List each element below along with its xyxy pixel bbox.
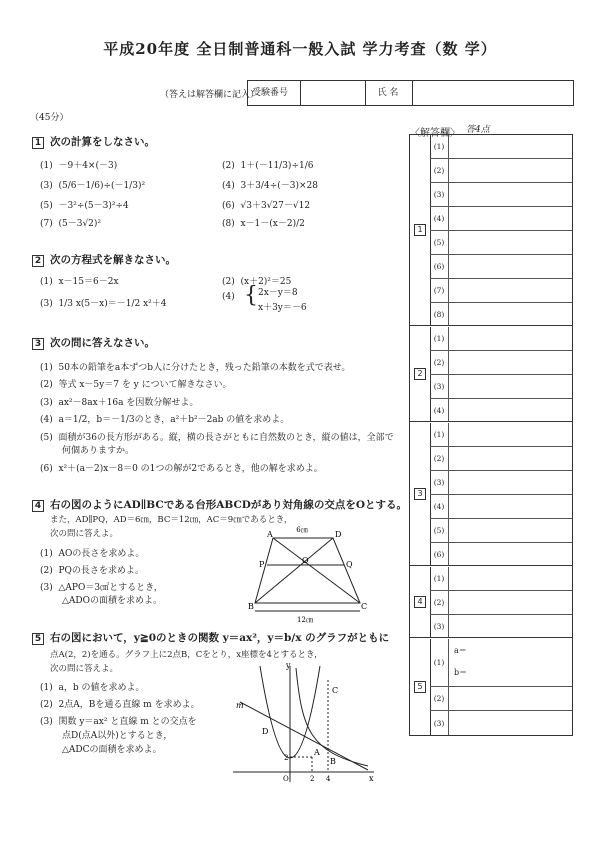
label-y-2: 2 <box>284 754 289 762</box>
time-limit: （45分） <box>30 113 69 123</box>
answer-label-3-2: (2) <box>430 447 449 470</box>
answer-label-3-5: (5) <box>430 519 449 542</box>
exam-number-field[interactable] <box>300 81 366 105</box>
q2-no-2: (2) <box>222 277 235 287</box>
q4-no-2: (2) <box>40 566 53 576</box>
answer-header: 〈解答欄〉 <box>410 128 460 139</box>
q3-heading <box>32 335 155 350</box>
q1-item-8 <box>222 216 305 229</box>
q3-heading-text: 次の問に答えなさい。 <box>50 337 155 349</box>
answer-row-4-1[interactable] <box>430 567 572 591</box>
label-c: C <box>361 602 368 611</box>
q5-no-2: (2) <box>40 700 53 710</box>
q1-no-4: (4) <box>222 181 235 191</box>
q5-item-1 <box>40 680 144 693</box>
q1-text-2: 1＋(－11/3)÷1/6 <box>240 161 314 171</box>
q5-heading <box>32 630 389 645</box>
q3-item-1 <box>40 360 350 373</box>
q4-item-3 <box>40 580 163 593</box>
exam-number-label: 受験番号 <box>252 88 289 98</box>
answer-label-1-8: (8) <box>430 303 449 325</box>
label-c: C <box>332 686 339 695</box>
answer-row-2-3[interactable] <box>430 375 572 399</box>
q3-no-1: (1) <box>40 363 53 373</box>
answer-row-3-4[interactable] <box>430 495 572 519</box>
answer-label-3-6: (6) <box>430 543 449 565</box>
label-b: B <box>330 757 336 766</box>
answer-row-1-1[interactable] <box>430 135 572 159</box>
q1-no-1: (1) <box>40 161 53 171</box>
q5-item-3-cont-2: △ADCの面積を求めよ。 <box>62 745 162 755</box>
answer-row-3-1[interactable] <box>430 423 572 447</box>
q4-line-2: また，AD∥PQ，AD＝6㎝，BC＝12㎝，AC＝9㎝であるとき， <box>50 515 293 525</box>
q3-text-5: 面積が36の長方形がある。縦，横の長さがともに自然数のとき，縦の値は，全部で <box>58 433 394 443</box>
answer-section-5-number: 5 <box>414 681 426 693</box>
q2-text-3: 1/3 x(5－x)＝－1/2 x²＋4 <box>58 299 167 309</box>
answer-row-1-6[interactable] <box>430 255 572 279</box>
answer-label-4-3: (3) <box>430 615 449 637</box>
q1-no-2: (2) <box>222 161 235 171</box>
q1-no-3: (3) <box>40 181 53 191</box>
q2-text-2: (x＋2)²＝25 <box>240 277 292 287</box>
q3-text-1: 50本の鉛筆をa本ずつb人に分けたとき，残った鉛筆の本数を式で表せ。 <box>58 363 351 373</box>
answer-section-1 <box>410 135 431 326</box>
answer-label-2-4: (4) <box>430 399 449 421</box>
label-bottom-length: 12㎝ <box>297 616 313 624</box>
q1-text-7: (5－3√2)² <box>58 219 102 229</box>
q4-heading-text: 右の図のようにAD∥BCである台形ABCDがあり対角線の交点をOとする。 <box>50 499 408 511</box>
q3-item-5 <box>40 430 394 443</box>
answer-section-1-number: 1 <box>414 224 426 236</box>
q1-text-5: －3²÷(5－3)²÷4 <box>58 201 129 211</box>
q5-line-3: 次の問に答えよ。 <box>50 664 119 674</box>
q5-text-1: a，b の値を求めよ。 <box>58 683 145 693</box>
q1-text-1: －9＋4×(－3) <box>58 161 118 171</box>
answer-section-4-number: 4 <box>414 596 426 608</box>
q2-heading-text: 次の方程式を解きなさい。 <box>50 254 176 266</box>
answer-row-5-2[interactable] <box>430 687 572 711</box>
q1-item-5 <box>40 198 129 211</box>
q3-number: 3 <box>32 338 44 350</box>
answer-label-1-6: (6) <box>430 255 449 278</box>
answer-label-2-3: (3) <box>430 375 449 398</box>
label-o: O <box>302 556 309 565</box>
answer-row-4-2[interactable] <box>430 591 572 615</box>
q5-heading-text: 右の図において，y≧0のときの関数 y＝ax²，y＝b/x のグラフがともに <box>50 632 390 644</box>
answer-row-1-4[interactable] <box>430 207 572 231</box>
answer-label-3-3: (3) <box>430 471 449 494</box>
answer-label-1-4: (4) <box>430 207 449 230</box>
q1-item-2 <box>222 158 313 171</box>
q4-no-3: (3) <box>40 583 53 593</box>
answer-row-2-4[interactable] <box>430 399 572 422</box>
answer-label-1-3: (3) <box>430 183 449 206</box>
answer-row-5-3[interactable] <box>430 711 572 735</box>
label-x-2: 2 <box>310 775 315 783</box>
function-graph-figure <box>228 660 378 785</box>
q2-number: 2 <box>32 255 44 267</box>
label-top-length: 6㎝ <box>296 526 308 534</box>
q1-no-7: (7) <box>40 219 53 229</box>
trapezoid-outline <box>255 538 360 603</box>
label-x-axis: x <box>369 774 374 783</box>
answer-row-3-2[interactable] <box>430 447 572 471</box>
q3-no-5: (5) <box>40 433 53 443</box>
answer-label-2-2: (2) <box>430 351 449 374</box>
q2-item-1 <box>40 274 119 287</box>
answer-row-4-3[interactable] <box>430 615 572 638</box>
q4-text-2: PQの長さを求めよ。 <box>58 566 144 576</box>
q1-text-3: (5/6－1/6)÷(－1/3)² <box>58 181 146 191</box>
q3-item-4 <box>40 412 289 425</box>
q1-text-6: √3＋3√27－√12 <box>240 201 311 211</box>
q3-item-2 <box>40 377 231 390</box>
q4-item-1 <box>40 546 144 559</box>
q5-text-3: 関数 y＝ax² と直線 m との交点を <box>58 717 197 727</box>
q2-text-1: x－15＝6－2x <box>58 277 119 287</box>
q2-item-4 <box>222 292 235 302</box>
q2-system-eq-1: 2x－y＝8 <box>258 288 298 298</box>
answer-section-2 <box>410 327 431 422</box>
q3-item-5-cont: 何個ありますか。 <box>62 446 135 456</box>
q4-line-3: 次の問に答えよ。 <box>50 529 119 539</box>
answer-instruction: （答えは解答欄に記入） <box>160 90 260 100</box>
answer-label-4-1: (1) <box>430 567 449 590</box>
q1-no-6: (6) <box>222 201 235 211</box>
label-d: D <box>335 530 342 539</box>
q1-text-8: x－1－(x－2)/2 <box>240 219 305 229</box>
answer-row-1-3[interactable] <box>430 183 572 207</box>
answer-row-3-3[interactable] <box>430 471 572 495</box>
q4-text-3: △APO＝3㎠とするとき， <box>58 583 163 593</box>
q4-item-3-cont: △ADOの面積を求めよ。 <box>62 596 163 606</box>
q5-text-2: 2点A，Bを通る直線 m を求めよ。 <box>58 700 200 710</box>
answer-label-3-1: (1) <box>430 423 449 446</box>
name-field[interactable] <box>412 81 573 105</box>
q3-no-6: (6) <box>40 464 53 474</box>
answer-section-3-number: 3 <box>414 488 426 500</box>
q3-no-2: (2) <box>40 380 53 390</box>
q1-heading <box>32 134 155 149</box>
answer-row-3-5[interactable] <box>430 519 572 543</box>
q2-system-eq-2: x＋3y＝－6 <box>258 303 307 313</box>
q2-no-4: (4) <box>222 292 235 302</box>
answer-label-5-2: (2) <box>430 687 449 710</box>
q5-item-3 <box>40 714 197 727</box>
q1-item-4 <box>222 178 318 191</box>
label-y-axis: y <box>286 661 291 670</box>
q2-system-brace: { <box>244 283 258 308</box>
answer-label-5-3: (3) <box>430 711 449 735</box>
answer-row-1-2[interactable] <box>430 159 572 183</box>
diagonal-bd <box>255 538 333 603</box>
answer-label-2-1: (1) <box>430 327 449 350</box>
answer-row-1-5[interactable] <box>430 231 572 255</box>
q4-item-2 <box>40 563 144 576</box>
q4-no-1: (1) <box>40 549 53 559</box>
q3-item-6 <box>40 461 323 474</box>
answer-label-1-1: (1) <box>430 135 449 158</box>
answer-label-4-2: (2) <box>430 591 449 614</box>
answer-label-5-1: (1) <box>430 639 449 686</box>
label-p: P <box>259 560 265 569</box>
q5-no-1: (1) <box>40 683 53 693</box>
handwritten-note: 答4点 <box>466 125 490 135</box>
label-a: A <box>314 748 320 757</box>
answer-label-3-4: (4) <box>430 495 449 518</box>
q1-heading-text: 次の計算をしなさい。 <box>50 136 155 148</box>
answer-row-1-8[interactable] <box>430 303 572 326</box>
answer-row-2-2[interactable] <box>430 351 572 375</box>
answer-row-3-6[interactable] <box>430 543 572 566</box>
q5-number: 5 <box>32 633 44 645</box>
q5-item-3-cont-1: 点D(点A以外)とするとき， <box>62 731 173 741</box>
answer-label-1-7: (7) <box>430 279 449 302</box>
answer-row-1-7[interactable] <box>430 279 572 303</box>
answer-row-2-1[interactable] <box>430 327 572 351</box>
q5-no-3: (3) <box>40 717 53 727</box>
q1-number: 1 <box>32 137 44 149</box>
q3-text-4: a＝1/2，b＝－1/3のとき，a²＋b²－2ab の値を求めよ。 <box>58 415 290 425</box>
page-title: 平成20年度 全日制普通科一般入試 学力考査（数 学） <box>103 40 497 58</box>
q3-text-3: ax²－8ax＋16a を因数分解せよ。 <box>58 398 199 408</box>
q3-no-4: (4) <box>40 415 53 425</box>
q3-item-3 <box>40 395 198 408</box>
answer-5-1-b: b＝ <box>454 668 468 677</box>
label-m: m <box>236 701 244 710</box>
q2-no-1: (1) <box>40 277 53 287</box>
answer-section-4 <box>410 567 431 638</box>
label-d: D <box>262 727 269 736</box>
q1-item-1 <box>40 158 117 171</box>
line-m <box>240 702 368 770</box>
trapezoid-figure <box>240 525 380 625</box>
q3-text-2: 等式 x－5y＝7 を y について解きなさい。 <box>58 380 232 390</box>
id-box <box>247 80 574 106</box>
q1-item-7 <box>40 216 101 229</box>
label-a: A <box>267 530 273 539</box>
answer-section-2-number: 2 <box>414 368 426 380</box>
q5-item-2 <box>40 697 200 710</box>
q5-line-2: 点A(2，2)を通る。グラフ上に2点B，Cをとり，x座標を4とするとき， <box>50 650 323 660</box>
label-origin: O <box>283 775 289 783</box>
label-q: Q <box>346 560 353 569</box>
q1-item-3 <box>40 178 145 191</box>
answer-row-5-1[interactable] <box>430 639 572 687</box>
label-x-4: 4 <box>326 775 331 783</box>
q2-heading <box>32 252 176 267</box>
answer-label-1-2: (2) <box>430 159 449 182</box>
answer-5-1-a: a＝ <box>454 646 467 655</box>
q4-heading <box>32 497 407 512</box>
q1-no-5: (5) <box>40 201 53 211</box>
answer-sheet <box>409 134 573 736</box>
answer-section-5 <box>410 639 431 735</box>
answer-section-3 <box>410 423 431 566</box>
q1-item-6 <box>222 198 310 211</box>
q3-no-3: (3) <box>40 398 53 408</box>
name-label: 氏 名 <box>364 81 413 105</box>
answer-label-1-5: (5) <box>430 231 449 254</box>
q4-number: 4 <box>32 500 44 512</box>
q4-text-1: AOの長さを求めよ。 <box>58 549 145 559</box>
q3-text-6: x²＋(a－2)x－8＝0 の1つの解が2であるとき，他の解を求めよ。 <box>58 464 323 474</box>
q2-item-3 <box>40 296 167 309</box>
label-b: B <box>248 602 254 611</box>
q2-no-3: (3) <box>40 299 53 309</box>
q1-no-8: (8) <box>222 219 235 229</box>
q1-text-4: 3＋3/4÷(－3)×28 <box>240 181 318 191</box>
